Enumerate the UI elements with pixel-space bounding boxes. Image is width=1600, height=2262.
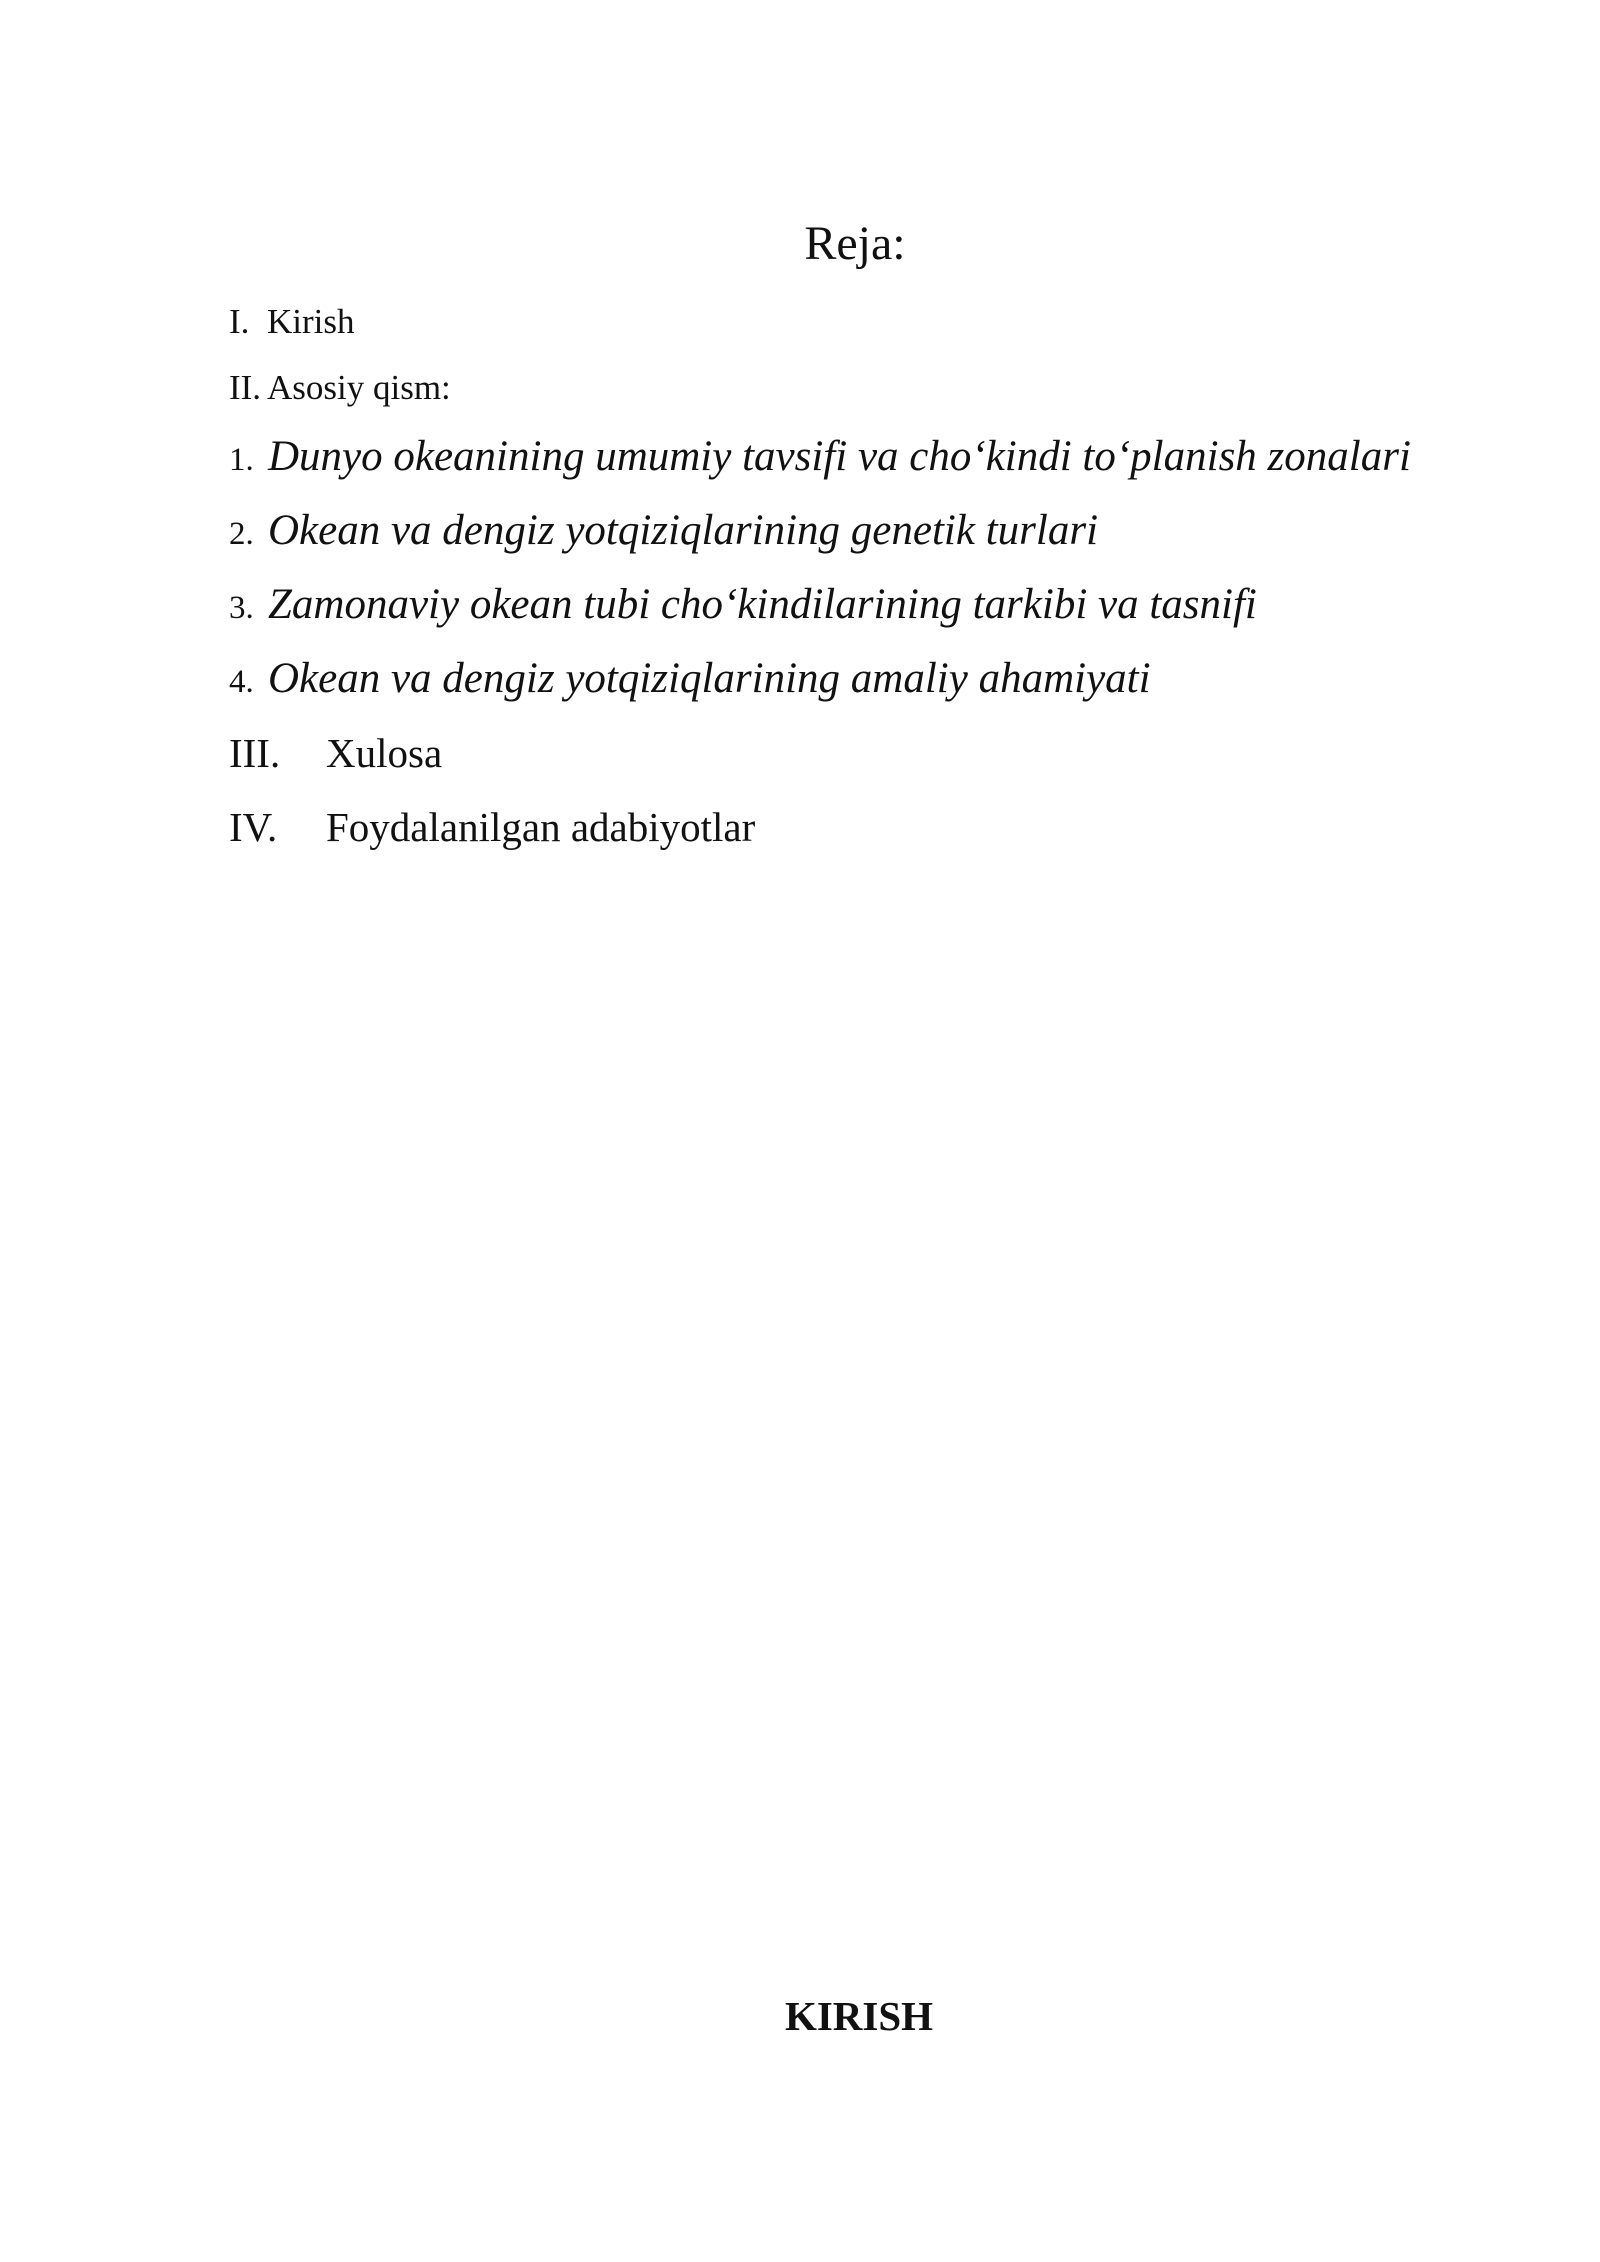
plan-item-text: Asosiy qism: [267, 368, 451, 407]
plan-item-text: Xulosa [326, 730, 443, 776]
plan-item-number: 3. [229, 590, 254, 626]
plan-item-text: Okean va dengiz yotqiziqlarining genetik turlari [268, 507, 1099, 554]
plan-item-number: III. [229, 730, 281, 776]
plan-subitem-4 [229, 652, 1151, 715]
plan-item-main-part [229, 366, 451, 410]
plan-subitem-3 [229, 578, 1257, 641]
plan-item-number: I. [229, 302, 250, 341]
plan-item-text: Kirish [267, 302, 355, 341]
plan-item-text: Okean va dengiz yotqiziqlarining amaliy ahamiyati [268, 655, 1151, 702]
plan-item-number: 2. [229, 516, 254, 552]
plan-item-number: 1. [229, 442, 254, 478]
plan-item-intro [229, 300, 355, 344]
section-title-intro: KIRISH [784, 1993, 934, 2039]
plan-item-conclusion [229, 727, 442, 779]
plan-title: Reja: [804, 217, 906, 270]
plan-item-number: 4. [229, 664, 254, 700]
plan-item-text: Zamonaviy okean tubi cho‘kindilarining tarkibi va tasnifi [268, 581, 1257, 628]
plan-item-references [229, 801, 755, 853]
plan-item-number: II. [229, 368, 262, 407]
plan-item-number: IV. [229, 804, 278, 850]
plan-subitem-2 [229, 504, 1098, 567]
plan-item-text: Dunyo okeanining umumiy tavsifi va cho‘kindi to‘planish zonalari [268, 433, 1411, 480]
plan-item-text: Foydalanilgan adabiyotlar [326, 804, 756, 850]
plan-subitem-1 [229, 430, 1411, 493]
